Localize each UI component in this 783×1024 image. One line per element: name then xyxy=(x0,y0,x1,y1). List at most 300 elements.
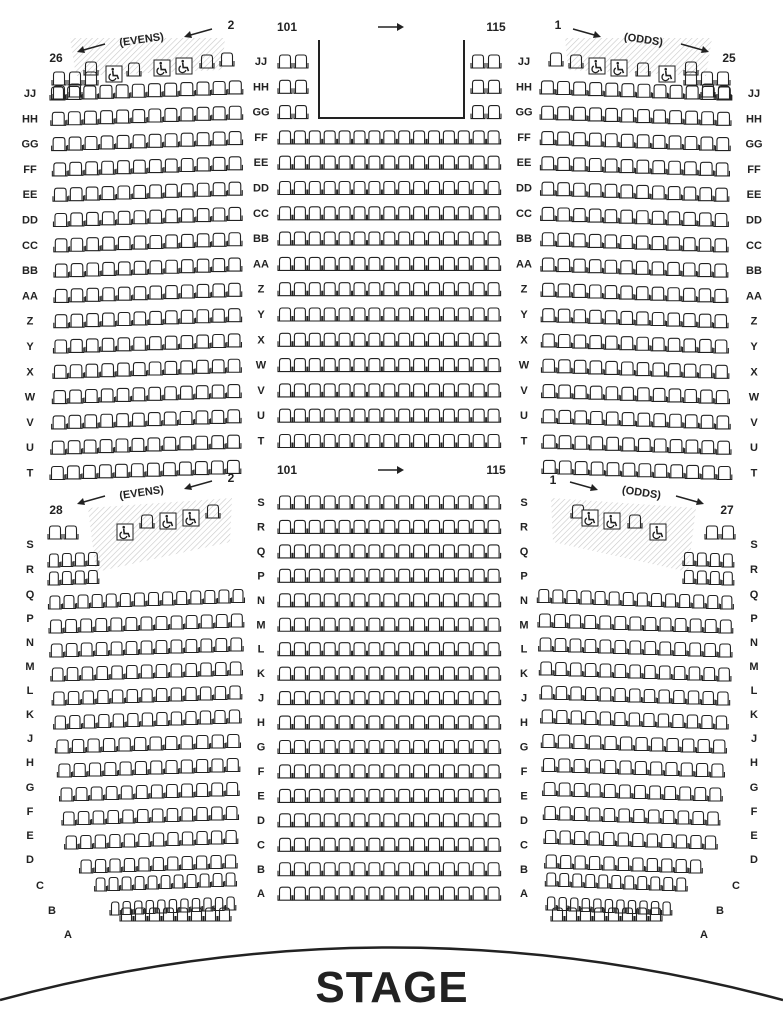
seat-icon xyxy=(397,789,411,802)
seat-icon xyxy=(227,233,242,246)
seat-icon xyxy=(278,887,292,900)
seat-icon xyxy=(604,311,618,324)
seat-icon xyxy=(117,738,131,751)
seat-icon xyxy=(132,388,147,401)
seat-icon xyxy=(52,138,67,151)
seat-icon xyxy=(442,207,456,220)
seat-icon xyxy=(558,874,570,887)
row-label: Z xyxy=(257,283,265,296)
seat-icon xyxy=(487,569,501,582)
seat-icon xyxy=(701,466,716,479)
seat-icon xyxy=(457,692,471,705)
seat-icon xyxy=(570,711,583,724)
seat-icon xyxy=(660,859,673,872)
seat-icon xyxy=(353,545,367,558)
row-label: Y xyxy=(750,341,758,353)
seat-icon xyxy=(210,436,225,449)
seat-icon xyxy=(61,554,73,567)
seat-icon xyxy=(457,257,471,270)
seat-icon xyxy=(538,614,552,627)
row-label: JJ xyxy=(747,88,761,100)
seat-icon xyxy=(604,286,618,299)
seat-icon xyxy=(636,135,651,148)
seat-icon xyxy=(323,716,337,729)
seat-icon xyxy=(574,856,587,869)
seat-icon xyxy=(323,496,337,509)
seat-icon xyxy=(397,257,411,270)
seat-icon xyxy=(709,554,721,567)
seat-icon xyxy=(472,814,486,827)
right-end-seat-number: 25 xyxy=(722,51,736,65)
seat-icon xyxy=(180,760,194,773)
seat-icon xyxy=(278,569,292,582)
seat-icon xyxy=(457,667,471,680)
seat-icon xyxy=(148,160,163,173)
seat-icon xyxy=(589,361,604,374)
seat-icon xyxy=(79,836,92,849)
row-label: Q xyxy=(25,589,35,601)
seat-icon xyxy=(278,207,292,220)
seat-icon xyxy=(131,110,146,123)
seat-icon xyxy=(712,740,726,753)
row-label: N xyxy=(257,594,265,607)
seat-icon xyxy=(557,360,572,373)
seat-icon xyxy=(179,412,194,425)
seat-icon xyxy=(542,435,557,448)
seat-icon xyxy=(442,863,456,876)
seat-icon xyxy=(720,596,733,609)
seat-icon xyxy=(620,160,635,173)
seat-icon xyxy=(541,735,555,748)
row-label: L xyxy=(26,685,34,697)
seat-icon xyxy=(427,765,441,778)
seat-icon xyxy=(556,157,571,170)
seat-icon xyxy=(584,712,597,725)
seat-icon xyxy=(666,288,680,301)
row-label: Y xyxy=(257,309,265,321)
seat-icon xyxy=(353,156,367,169)
seat-icon xyxy=(715,716,728,729)
seat-icon xyxy=(278,618,292,631)
seat-icon xyxy=(472,520,486,533)
seat-icon xyxy=(559,856,572,869)
seat-icon xyxy=(195,386,210,399)
wheelchair-icon xyxy=(160,513,176,529)
seat-icon xyxy=(51,112,66,125)
seat-icon xyxy=(308,496,322,509)
seat-icon xyxy=(487,131,501,144)
seat-icon xyxy=(557,259,571,272)
seat-icon xyxy=(715,163,730,176)
seat-icon xyxy=(147,593,160,606)
seat-icon xyxy=(635,312,649,325)
seat-icon xyxy=(338,207,352,220)
seat-icon xyxy=(635,261,649,274)
seat-icon xyxy=(117,287,132,300)
seat-icon xyxy=(427,359,441,372)
seat-icon xyxy=(427,257,441,270)
seat-icon xyxy=(651,211,666,224)
seat-icon xyxy=(602,857,615,870)
row-label: L xyxy=(257,643,265,656)
seat-icon xyxy=(642,714,655,727)
seat-icon xyxy=(668,414,683,427)
seat-icon xyxy=(116,186,131,199)
seat-icon xyxy=(70,314,85,327)
seat-icon xyxy=(442,182,456,195)
row-label: HH xyxy=(22,113,38,126)
seat-icon xyxy=(83,715,96,728)
seat-icon xyxy=(442,359,456,372)
seat-icon xyxy=(155,641,169,654)
seat-icon xyxy=(545,855,558,868)
seat-icon xyxy=(164,286,179,299)
seat-icon xyxy=(293,789,307,802)
seat-icon xyxy=(85,212,100,225)
seat-icon xyxy=(164,184,179,197)
seat-icon xyxy=(397,618,411,631)
seat-icon xyxy=(540,106,555,119)
right-arrow-head xyxy=(590,484,598,491)
seat-icon xyxy=(646,834,659,847)
seat-icon xyxy=(472,618,486,631)
seat-icon xyxy=(397,863,411,876)
seat-icon xyxy=(442,618,456,631)
seat-icon xyxy=(232,590,245,603)
seat-icon xyxy=(92,811,106,824)
seat-icon xyxy=(353,594,367,607)
row-label: DD xyxy=(516,182,532,195)
left-arrow-head xyxy=(184,31,192,38)
seat-icon xyxy=(353,182,367,195)
seat-icon xyxy=(353,283,367,296)
seat-icon xyxy=(278,308,292,321)
seat-icon xyxy=(397,496,411,509)
seat-icon xyxy=(211,385,226,398)
row-label: V xyxy=(520,384,528,397)
seat-icon xyxy=(635,236,649,249)
seat-icon xyxy=(136,810,150,823)
seat-icon xyxy=(613,665,627,678)
seat-icon xyxy=(637,84,652,97)
seat-icon xyxy=(382,765,396,778)
seat-icon xyxy=(696,553,708,566)
seat-icon xyxy=(119,762,133,775)
seat-icon xyxy=(83,415,98,428)
seat-icon xyxy=(99,440,114,453)
seat-icon xyxy=(541,309,555,322)
seat-icon xyxy=(472,156,486,169)
seat-icon xyxy=(487,182,501,195)
seat-icon xyxy=(573,784,587,797)
seat-icon xyxy=(160,876,172,889)
seat-icon xyxy=(195,808,209,821)
seat-icon xyxy=(397,156,411,169)
seat-icon xyxy=(109,618,123,631)
row-label: B xyxy=(520,863,528,876)
seat-icon xyxy=(196,209,211,222)
seat-icon xyxy=(487,716,501,729)
seat-icon xyxy=(151,809,165,822)
seat-icon xyxy=(210,759,224,772)
seat-icon xyxy=(628,665,642,678)
seat-icon xyxy=(382,618,396,631)
seat-icon xyxy=(338,283,352,296)
seat-icon xyxy=(659,618,673,631)
seat-icon xyxy=(68,716,81,729)
seat-icon xyxy=(647,810,661,823)
seat-icon xyxy=(604,361,619,374)
right-start-seat-number: 1 xyxy=(549,473,557,487)
seat-icon xyxy=(397,838,411,851)
seat-icon xyxy=(628,713,641,726)
seat-icon xyxy=(704,620,718,633)
row-label: R xyxy=(750,564,758,576)
seat-icon xyxy=(658,642,672,655)
seat-icon xyxy=(487,887,501,900)
row-label: DD xyxy=(746,214,762,227)
seat-icon xyxy=(558,783,572,796)
seat-icon xyxy=(412,283,426,296)
seat-icon xyxy=(412,182,426,195)
seat-icon xyxy=(412,232,426,245)
seat-icon xyxy=(308,232,322,245)
seat-icon xyxy=(152,833,165,846)
seat-icon xyxy=(557,309,571,322)
row-label: BB xyxy=(746,265,762,278)
seat-icon xyxy=(111,690,124,703)
seat-icon xyxy=(308,283,322,296)
seat-icon xyxy=(716,692,729,705)
seat-icon xyxy=(542,385,557,398)
seat-icon xyxy=(590,462,605,475)
seat-icon xyxy=(367,838,381,851)
seat-icon xyxy=(698,314,712,327)
seat-icon xyxy=(667,364,682,377)
seat-icon xyxy=(353,667,367,680)
seat-icon xyxy=(367,716,381,729)
seat-icon xyxy=(101,338,116,351)
seat-icon xyxy=(293,308,307,321)
seat-icon xyxy=(121,877,133,890)
seat-icon xyxy=(124,618,138,631)
seat-icon xyxy=(412,741,426,754)
seat-icon xyxy=(613,689,626,702)
wheelchair-icon xyxy=(589,58,605,74)
seat-icon xyxy=(382,887,396,900)
seat-icon xyxy=(308,692,322,705)
seat-icon xyxy=(323,838,337,851)
seat-icon xyxy=(588,857,601,870)
seat-icon xyxy=(229,638,243,651)
seat-icon xyxy=(604,210,619,223)
seat-icon xyxy=(293,741,307,754)
seat-icon xyxy=(589,437,604,450)
row-label: G xyxy=(749,782,759,794)
center-last-seat-number: 115 xyxy=(486,463,506,477)
seat-icon xyxy=(353,765,367,778)
seat-icon xyxy=(412,618,426,631)
seat-icon xyxy=(472,594,486,607)
row-label: C xyxy=(732,880,740,892)
seat-icon xyxy=(293,182,307,195)
seat-icon xyxy=(180,310,195,323)
row-label: L xyxy=(520,643,528,656)
seat-icon xyxy=(84,162,99,175)
seat-icon xyxy=(338,569,352,582)
seat-icon xyxy=(588,159,603,172)
seat-icon xyxy=(120,786,134,799)
seat-icon xyxy=(487,257,501,270)
seat-icon xyxy=(636,363,651,376)
seat-icon xyxy=(323,887,337,900)
seat-icon xyxy=(210,807,224,820)
row-label: P xyxy=(257,570,265,583)
left-end-seat-number: 28 xyxy=(49,503,63,517)
seat-icon xyxy=(487,80,501,93)
seat-icon xyxy=(308,716,322,729)
seat-icon xyxy=(98,465,113,478)
seat-icon xyxy=(353,496,367,509)
wheelchair-icon xyxy=(611,60,627,76)
seat-icon xyxy=(180,784,194,797)
seat-icon xyxy=(628,689,641,702)
seat-icon xyxy=(683,187,698,200)
seat-icon xyxy=(471,80,485,93)
seat-icon xyxy=(427,131,441,144)
seat-icon xyxy=(472,741,486,754)
seat-icon xyxy=(135,786,149,799)
row-label: D xyxy=(520,814,528,827)
row-label: X xyxy=(750,366,758,379)
seat-icon xyxy=(214,639,228,652)
seat-icon xyxy=(669,465,684,478)
seat-icon xyxy=(427,789,441,802)
seat-icon xyxy=(353,863,367,876)
seat-icon xyxy=(66,466,81,479)
seat-icon xyxy=(338,594,352,607)
seat-icon xyxy=(210,461,225,474)
right-direction-label: (ODDS) xyxy=(621,484,662,502)
seat-icon xyxy=(487,520,501,533)
seat-icon xyxy=(442,409,456,422)
row-label: D xyxy=(257,814,265,827)
seat-icon xyxy=(353,838,367,851)
seat-icon xyxy=(644,618,658,631)
seat-icon xyxy=(633,786,647,799)
seat-icon xyxy=(487,765,501,778)
seat-icon xyxy=(97,715,110,728)
seat-icon xyxy=(545,873,557,886)
seat-icon xyxy=(308,814,322,827)
seat-icon xyxy=(166,833,179,846)
seat-icon xyxy=(323,692,337,705)
seat-icon xyxy=(338,182,352,195)
seat-icon xyxy=(619,286,633,299)
seat-icon xyxy=(382,569,396,582)
seat-icon xyxy=(212,157,227,170)
seat-icon xyxy=(569,898,579,911)
seat-icon xyxy=(190,908,203,921)
seat-icon xyxy=(382,520,396,533)
seat-icon xyxy=(457,814,471,827)
row-label: JJ xyxy=(23,88,37,100)
seat-icon xyxy=(94,835,107,848)
seat-icon xyxy=(634,762,648,775)
seat-icon xyxy=(180,159,195,172)
seat-icon xyxy=(382,333,396,346)
seat-icon xyxy=(397,765,411,778)
seat-icon xyxy=(110,642,124,655)
seat-icon xyxy=(557,385,572,398)
seat-icon xyxy=(278,283,292,296)
seat-icon xyxy=(87,553,99,566)
seat-icon xyxy=(186,875,198,888)
seat-icon xyxy=(556,183,571,196)
seat-icon xyxy=(180,285,195,298)
seat-icon xyxy=(191,899,201,912)
seat-icon xyxy=(140,665,154,678)
seat-icon xyxy=(149,261,164,274)
seat-icon xyxy=(180,336,195,349)
seat-icon xyxy=(170,688,183,701)
seat-icon xyxy=(666,237,680,250)
seat-icon xyxy=(215,615,229,628)
row-label: K xyxy=(257,668,265,681)
seat-icon xyxy=(338,618,352,631)
seat-icon xyxy=(278,106,292,119)
seat-icon xyxy=(82,86,97,99)
seat-icon xyxy=(689,836,702,849)
row-label: G xyxy=(256,741,266,754)
seat-icon xyxy=(308,838,322,851)
seat-icon xyxy=(108,878,120,891)
seat-icon xyxy=(308,545,322,558)
row-label: D xyxy=(26,854,34,866)
seat-icon xyxy=(65,644,79,657)
seat-icon xyxy=(214,687,227,700)
seat-icon xyxy=(278,131,292,144)
seat-icon xyxy=(84,390,99,403)
seat-icon xyxy=(572,259,586,272)
row-label: AA xyxy=(516,258,532,271)
seat-icon xyxy=(70,289,85,302)
seat-icon xyxy=(74,571,86,584)
seat-icon xyxy=(457,182,471,195)
row-label: C xyxy=(36,880,44,892)
seat-icon xyxy=(691,812,705,825)
center-header-upper xyxy=(277,20,506,34)
seat-icon xyxy=(382,667,396,680)
seat-icon xyxy=(117,237,132,250)
seat-icon xyxy=(571,874,583,887)
seat-icon xyxy=(442,283,456,296)
seat-icon xyxy=(68,72,82,85)
seat-icon xyxy=(540,81,555,94)
seat-icon xyxy=(675,878,687,891)
seat-icon xyxy=(70,264,85,277)
seat-icon xyxy=(353,359,367,372)
seat-icon xyxy=(412,207,426,220)
seat-icon xyxy=(211,335,226,348)
seat-icon xyxy=(293,594,307,607)
seat-icon xyxy=(397,569,411,582)
seat-icon xyxy=(653,464,668,477)
seat-icon xyxy=(338,643,352,656)
seat-icon xyxy=(686,715,699,728)
seat-icon xyxy=(472,409,486,422)
seat-icon xyxy=(338,814,352,827)
